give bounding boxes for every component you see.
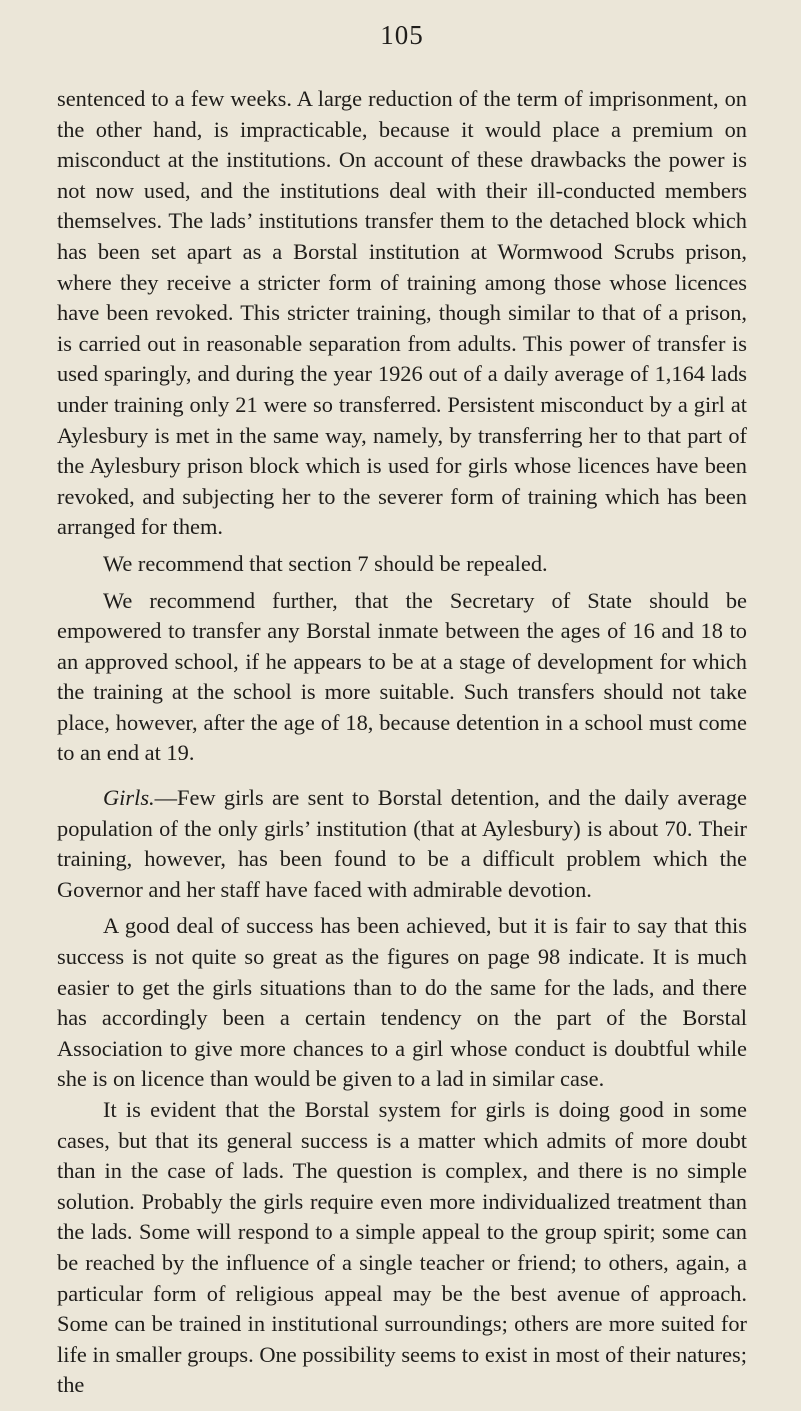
paragraph-5: A good deal of success has been achieved, but it is fair to say that this success is not quite so great as the figures on page 98 indicate. It is much easier to get the girls situations than to do the same for the lads, and there has accordingly been a certain tendency on the part of the Borstal Association to give more chances to a girl whose conduct is doubtful while she is on licence than would be given to a lad in similar case.: [57, 913, 747, 1092]
page-number: 105: [380, 20, 424, 50]
paragraph-1: sentenced to a few weeks. A large reduction of the term of imprisonment, on the other hand, is impracticable, because it would place a premium on misconduct at the institutions. On account of these drawbacks the power is not now used, and the institutions deal with their ill-conducted members themselves. The lads’ institutions transfer them to the detached block which has been set apart as a Borstal institution at Wormwood Scrubs prison, where they receive a stricter form of training among those whose licences have been revoked. This stricter training, though similar to that of a prison, is carried out in reasonable separation from adults. This power of transfer is used sparingly, and during the year 1926 out of a daily average of 1,164 lads under training only 21 were so transferred. Persistent misconduct by a girl at Aylesbury is met in the same way, namely, by transferring her to that part of the Aylesbury prison block which is used for girls whose licences have been revoked, and subjecting her to the severer form of training which has been arranged for them.: [57, 86, 747, 540]
paragraph-4-text: —Few girls are sent to Borstal detention, and the daily average population of the only girls’ institution (that at Aylesbury) is about 70. Their training, however, has been found to be a difficult problem which the Governor and her staff have faced with admirable devotion.: [57, 785, 747, 902]
body-text: [57, 84, 747, 1401]
paragraph-6: It is evident that the Borstal system for girls is doing good in some cases, but that its general success is a matter which admits of more doubt than in the case of lads. The question is complex, and there is no simple solution. Probably the girls require even more individualized treatment than the lads. Some will respond to a simple appeal to the group spirit; some can be reached by the influence of a single teacher or friend; to others, again, a particular form of religious appeal may be the best avenue of approach. Some can be trained in institutional surroundings; others are more suited for life in smaller groups. One possibility seems to exist in most of their natures; the: [57, 1097, 747, 1398]
girls-heading: Girls.: [103, 785, 155, 811]
paragraph-4: [57, 783, 747, 905]
paragraph-2: We recommend that section 7 should be repealed.: [103, 550, 548, 576]
paragraph-3: We recommend further, that the Secretary of State should be empowered to transfer any Borstal inmate between the ages of 16 and 18 to an approved school, if he appears to be at a stage of development for which the training at the school is more suitable. Such transfers should not take place, however, after the age of 18, because detention in a school must come to an end at 19.: [57, 587, 747, 766]
